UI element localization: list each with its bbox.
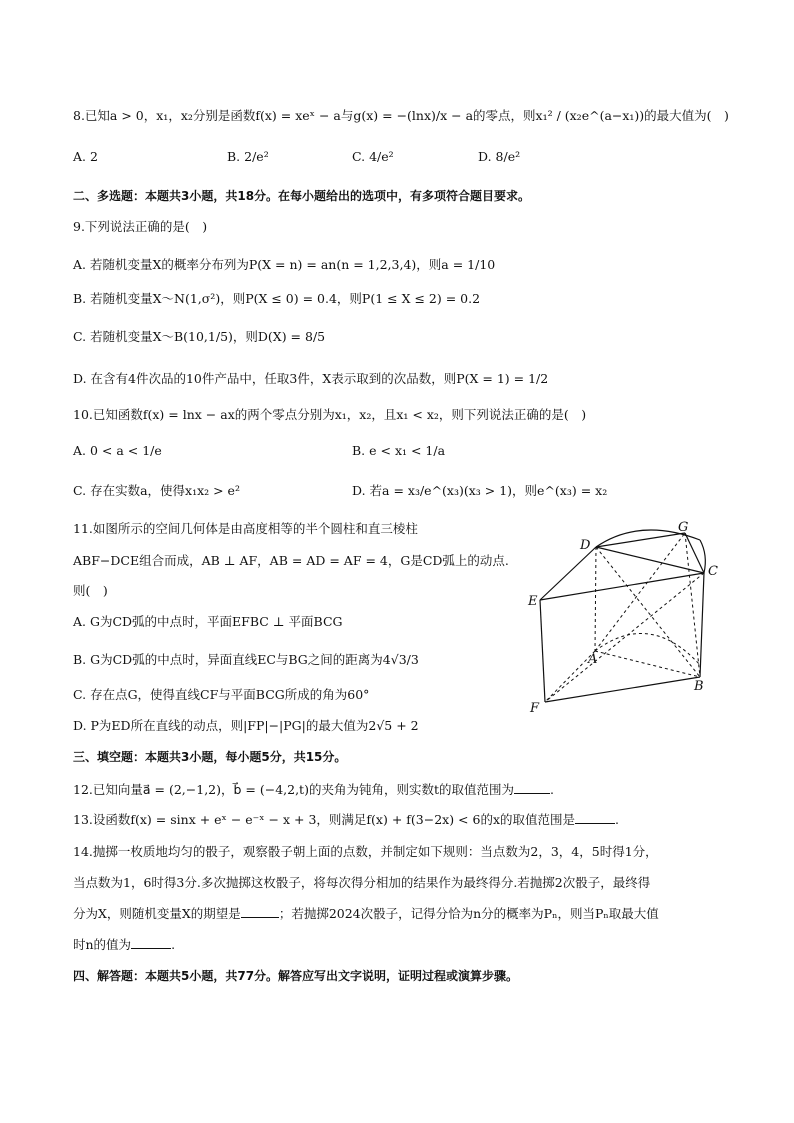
q10-option-d: D. 若a = x₃/e^(x₃)(x₃ > 1)，则e^(x₃) = x₂ (352, 483, 608, 498)
q14-line4-part1: 时n的值为 (73, 937, 132, 952)
q9-option-c: C. 若随机变量X～B(10,1/5)，则D(X) = 8/5 (73, 329, 326, 344)
q11-geometry-figure (520, 515, 725, 720)
q10-stem: 10.已知函数f(x) = lnx − ax的两个零点分别为x₁，x₂，且x₁ < x₂，则下列说法正确的是( ) (73, 407, 587, 422)
q12-line (73, 781, 554, 799)
q14-line3-part2: ；若抛掷2024次骰子，记得分恰为n分的概率为Pₙ，则当Pₙ取最大值 (278, 906, 659, 921)
q14-line3 (73, 905, 659, 923)
q11-option-b: B. G为CD弧的中点时，异面直线EC与BG之间的距离为4√3/3 (73, 652, 419, 667)
q9-option-b: B. 若随机变量X～N(1,σ²)，则P(X ≤ 0) = 0.4，则P(1 ≤ X ≤ 2) = 0.2 (73, 291, 481, 306)
q8-option-b: B. 2/e² (227, 149, 269, 164)
q8-option-d: D. 8/e² (478, 149, 521, 164)
q10-option-c: C. 存在实数a，使得x₁x₂ > e² (73, 483, 240, 498)
q8-stem: 8.已知a > 0，x₁，x₂分别是函数f(x) = xeˣ − a与g(x) = −(lnx)/x − a的零点，则x₁² / (x₂e^(a−x₁))的最大值为( ) (73, 108, 729, 123)
section-heading-multiple-choice: 二、多选题：本题共3小题，共18分。在每小题给出的选项中，有多项符合题目要求。 (73, 189, 531, 203)
q11-stem-line1: 11.如图所示的空间几何体是由高度相等的半个圆柱和直三棱柱 (73, 521, 418, 536)
q14-line3-part1: 分为X，则随机变量X的期望是 (73, 906, 241, 921)
q14-answer-blank-1[interactable] (241, 905, 279, 918)
figure-label-f: F (530, 701, 540, 716)
q14-line1: 14.抛掷一枚质地均匀的骰子，观察骰子朝上面的点数，并制定如下规则：当点数为2，3，4，5时得1分， (73, 844, 658, 859)
q10-option-a: A. 0 < a < 1/e (73, 443, 162, 458)
q13-text: 13.设函数f(x) = sinx + eˣ − e⁻ˣ − x + 3，则满足f(x) + f(3−2x) < 6的x的取值范围是 (73, 812, 575, 827)
figure-label-c: C (708, 564, 718, 579)
q14-answer-blank-2[interactable] (131, 936, 171, 949)
q14-line4 (73, 936, 175, 954)
q11-option-c: C. 存在点G，使得直线CF与平面BCG所成的角为60° (73, 687, 370, 702)
q11-option-d: D. P为ED所在直线的动点，则|FP|−|PG|的最大值为2√5 + 2 (73, 718, 419, 733)
q14-line4-part2: . (171, 937, 176, 952)
q13-line (73, 811, 619, 829)
figure-label-g: G (678, 520, 689, 535)
q12-answer-blank[interactable] (514, 781, 550, 794)
q8-option-a: A. 2 (73, 149, 98, 164)
q14-line2: 当点数为1，6时得3分.多次抛掷这枚骰子，将每次得分相加的结果作为最终得分.若抛掷2次骰子，最终得 (73, 875, 651, 890)
q12-text: 12.已知向量a⃗ = (2,−1,2)，b⃗ = (−4,2,t)的夹角为钝角，则实数t的取值范围为 (73, 782, 514, 797)
section-heading-fill-in: 三、填空题：本题共3小题，每小题5分，共15分。 (73, 750, 347, 764)
q13-answer-blank[interactable] (575, 811, 615, 824)
figure-label-a: A (588, 652, 598, 667)
q10-option-b: B. e < x₁ < 1/a (352, 443, 446, 458)
figure-label-b: B (694, 679, 704, 694)
q9-stem: 9.下列说法正确的是( ) (73, 219, 208, 234)
q12-end: . (549, 782, 554, 797)
q13-end: . (615, 812, 619, 827)
q9-option-d: D. 在含有4件次品的10件产品中，任取3件，X表示取到的次品数，则P(X = 1) = 1/2 (73, 371, 549, 386)
q8-option-c: C. 4/e² (352, 149, 394, 164)
q9-option-a: A. 若随机变量X的概率分布列为P(X = n) = an(n = 1,2,3,4)，则a = 1/10 (73, 257, 496, 272)
q11-option-a: A. G为CD弧的中点时，平面EFBC ⊥ 平面BCG (73, 614, 343, 629)
figure-label-d: D (580, 538, 591, 553)
section-heading-solutions: 四、解答题：本题共5小题，共77分。解答应写出文字说明，证明过程或演算步骤。 (73, 969, 519, 983)
q11-stem-line2: ABF−DCE组合而成，AB ⊥ AF，AB = AD = AF = 4，G是CD弧上的动点. (73, 553, 509, 568)
figure-label-e: E (528, 594, 538, 609)
q11-stem-line3: 则( ) (73, 583, 108, 598)
